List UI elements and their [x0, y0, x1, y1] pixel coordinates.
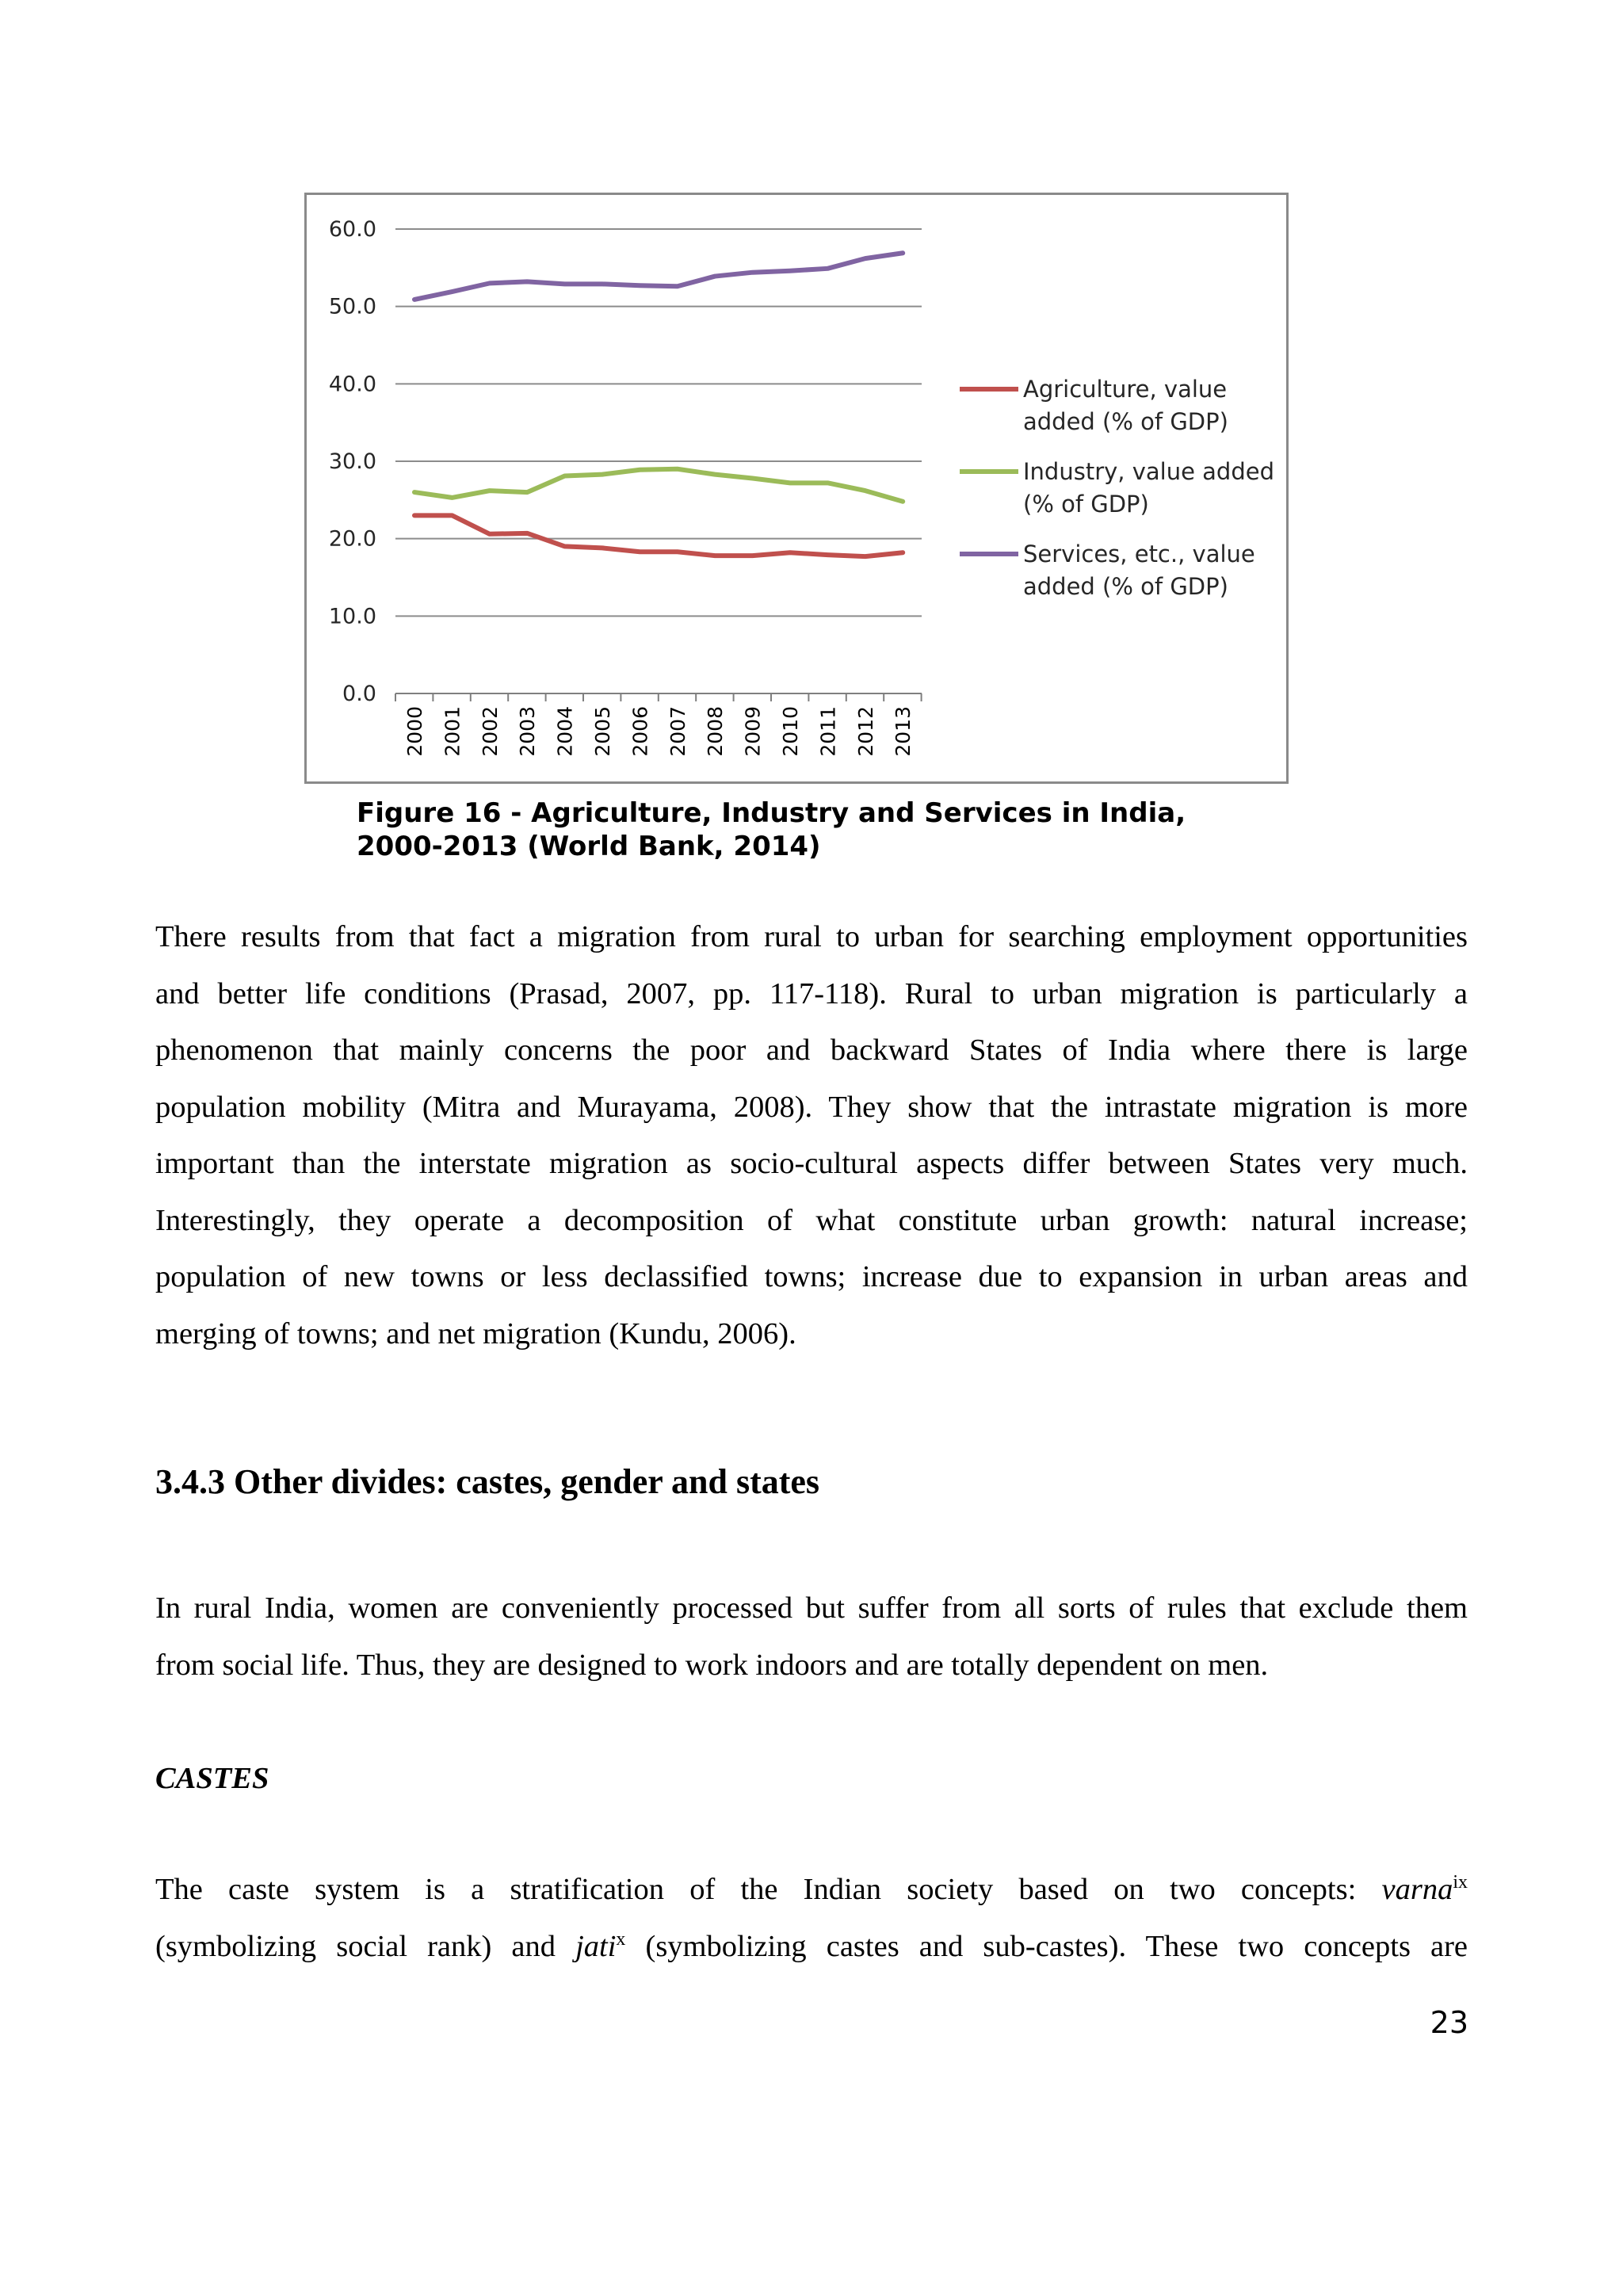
text-line: phenomenon that mainly concerns the poor and backward States of India where there is large: [155, 1033, 1468, 1067]
x-tick-label: 2012: [854, 706, 877, 757]
y-tick-label: 10.0: [328, 604, 376, 629]
text-line: and better life conditions (Prasad, 2007, pp. 117-118). Rural to urban migration is particularly a: [155, 976, 1468, 1010]
chart-frame: [304, 193, 1289, 784]
x-tick-label: 2007: [666, 706, 689, 757]
endnote-ref: x: [616, 1928, 626, 1950]
endnote-ref: ix: [1453, 1872, 1468, 1893]
legend-label: added (% of GDP): [1023, 573, 1228, 600]
line-text: The caste system is a stratification of the Indian society based on two concepts:: [155, 1873, 1357, 1906]
y-tick-label: 50.0: [328, 294, 376, 319]
y-tick-label: 40.0: [328, 372, 376, 397]
text-line: from social life. Thus, they are designed to work indoors and are totally dependent on men.: [155, 1648, 1269, 1682]
y-tick-label: 20.0: [328, 526, 376, 552]
text-line: population mobility (Mitra and Murayama, 2008). They show that the intrastate migration is more: [155, 1090, 1468, 1124]
text-line: important than the interstate migration as socio-cultural aspects differ between States very much.: [155, 1147, 1468, 1180]
series-line: [414, 253, 903, 300]
legend-label: Agriculture, value: [1023, 376, 1228, 403]
text-line: Interestingly, they operate a decomposition of what constitute urban growth: natural increase;: [155, 1203, 1468, 1237]
x-tick-label: 2001: [441, 706, 464, 757]
page-number: 23: [1430, 2005, 1468, 2040]
paragraph-women: [155, 1580, 1468, 1694]
x-tick-label: 2003: [516, 706, 540, 757]
x-tick-label: 2006: [628, 706, 652, 757]
subheading-castes: CASTES: [155, 1762, 269, 1795]
y-tick-label: 30.0: [328, 449, 376, 474]
caption-line: Figure 16 - Agriculture, Industry and Services in India,: [357, 797, 1186, 829]
text-line: merging of towns; and net migration (Kundu, 2006).: [155, 1316, 796, 1350]
term-jati: jati: [575, 1929, 617, 1963]
text-line: [155, 1919, 1468, 1976]
line-text: (symbolizing castes and sub-castes). These two concepts are: [645, 1929, 1468, 1963]
series-line: [414, 515, 903, 556]
y-tick-label: 0.0: [342, 682, 376, 706]
x-tick-label: 2004: [553, 706, 577, 757]
figure-caption: [357, 797, 1268, 863]
x-tick-label: 2005: [591, 706, 614, 757]
section-heading: 3.4.3 Other divides: castes, gender and states: [155, 1462, 820, 1501]
term-varna: varna: [1381, 1873, 1453, 1906]
legend-label: Industry, value added: [1023, 458, 1274, 485]
x-tick-label: 2008: [704, 706, 727, 757]
x-tick-label: 2010: [779, 706, 802, 757]
x-tick-label: 2000: [403, 706, 426, 757]
x-tick-label: 2011: [816, 706, 840, 757]
text-line: There results from that fact a migration from rural to urban for searching employment opportunities: [155, 920, 1468, 953]
text-line: [155, 1862, 1468, 1919]
series-line: [414, 469, 903, 502]
text-line: population of new towns or less declassified towns; increase due to expansion in urban areas and: [155, 1260, 1468, 1293]
line-chart: [307, 195, 1286, 781]
paragraph-castes: [155, 1862, 1468, 1975]
line-text: (symbolizing social rank) and: [155, 1929, 556, 1963]
caption-line: 2000-2013 (World Bank, 2014): [357, 831, 821, 862]
text-line: In rural India, women are conveniently processed but suffer from all sorts of rules that exclude them: [155, 1591, 1468, 1625]
x-tick-label: 2009: [741, 706, 765, 757]
legend-label: added (% of GDP): [1023, 408, 1228, 435]
legend-label: Services, etc., value: [1023, 541, 1255, 567]
y-tick-label: 60.0: [328, 217, 376, 242]
legend-label: (% of GDP): [1023, 491, 1149, 518]
x-tick-label: 2002: [478, 706, 502, 757]
x-tick-label: 2013: [892, 706, 915, 757]
paragraph-migration: [155, 909, 1468, 1362]
